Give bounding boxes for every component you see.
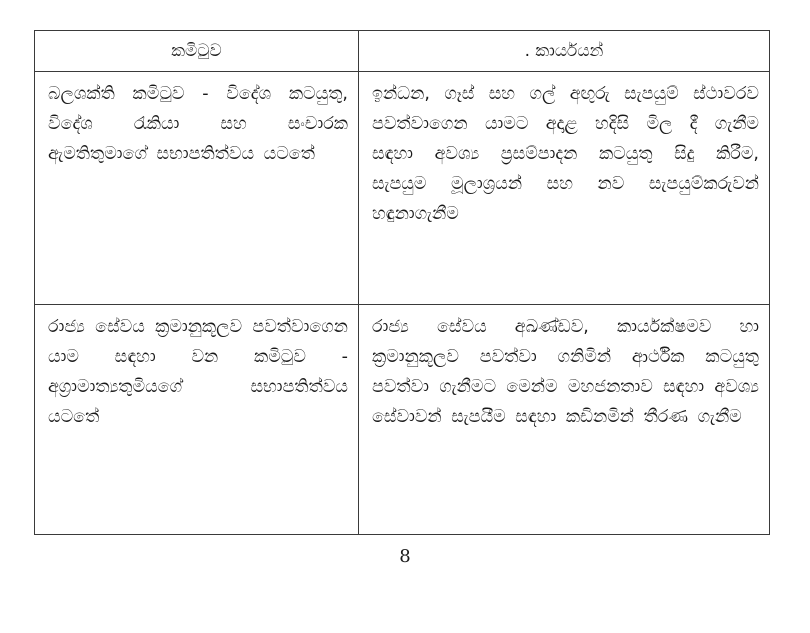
header-committee: කමිටුව <box>35 31 359 72</box>
page-number: 8 <box>399 546 411 567</box>
table-row <box>35 72 770 305</box>
committee-table <box>34 30 770 535</box>
table-header-row <box>35 31 770 72</box>
table-row <box>35 305 770 535</box>
committee-cell: බලශක්ති කමිටුව - විදේශ කටයුතු, විදේශ රැකියා සහ සංචාරක ඇමතිතුමාගේ සභාපතිත්වය යටතේ <box>35 72 359 305</box>
committee-cell: රාජ්‍ය සේවය ක්‍රමානුකූලව පවත්වාගෙන යාම සඳහා වන කමිටුව - අග්‍රාමාත්‍යතුමියගේ සභාපතිත්වය යටතේ <box>35 305 359 535</box>
header-functions: . කාර්යයන් <box>359 31 770 72</box>
functions-cell: රාජ්‍ය සේවය අඛණ්ඩව, කාර්යක්ෂමව හා ක්‍රමානුකූලව පවත්වා ගනිමින් ආර්ථික කටයුතු පවත්වා ගැනීමට මෙන්ම මහජනතාව සඳහා අවශ්‍ය සේවාවන් සැපයීම සඳහා කඩිනමින් තීරණ ගැනීම <box>359 305 770 535</box>
functions-cell: ඉන්ධන, ගෑස් සහ ගල් අඟුරු සැපයුම් ස්ථාවරව පවත්වාගෙන යාමට අදාළ හදිසි මිල දී ගැනීම සඳහා අවශ්‍ය ප්‍රසම්පාදන කටයුතු සිදු කිරීම, සැපයුම මූලාශ්‍රයන් සහ නව සැපයුම්කරුවන් හඳුනාගැනීම <box>359 72 770 305</box>
